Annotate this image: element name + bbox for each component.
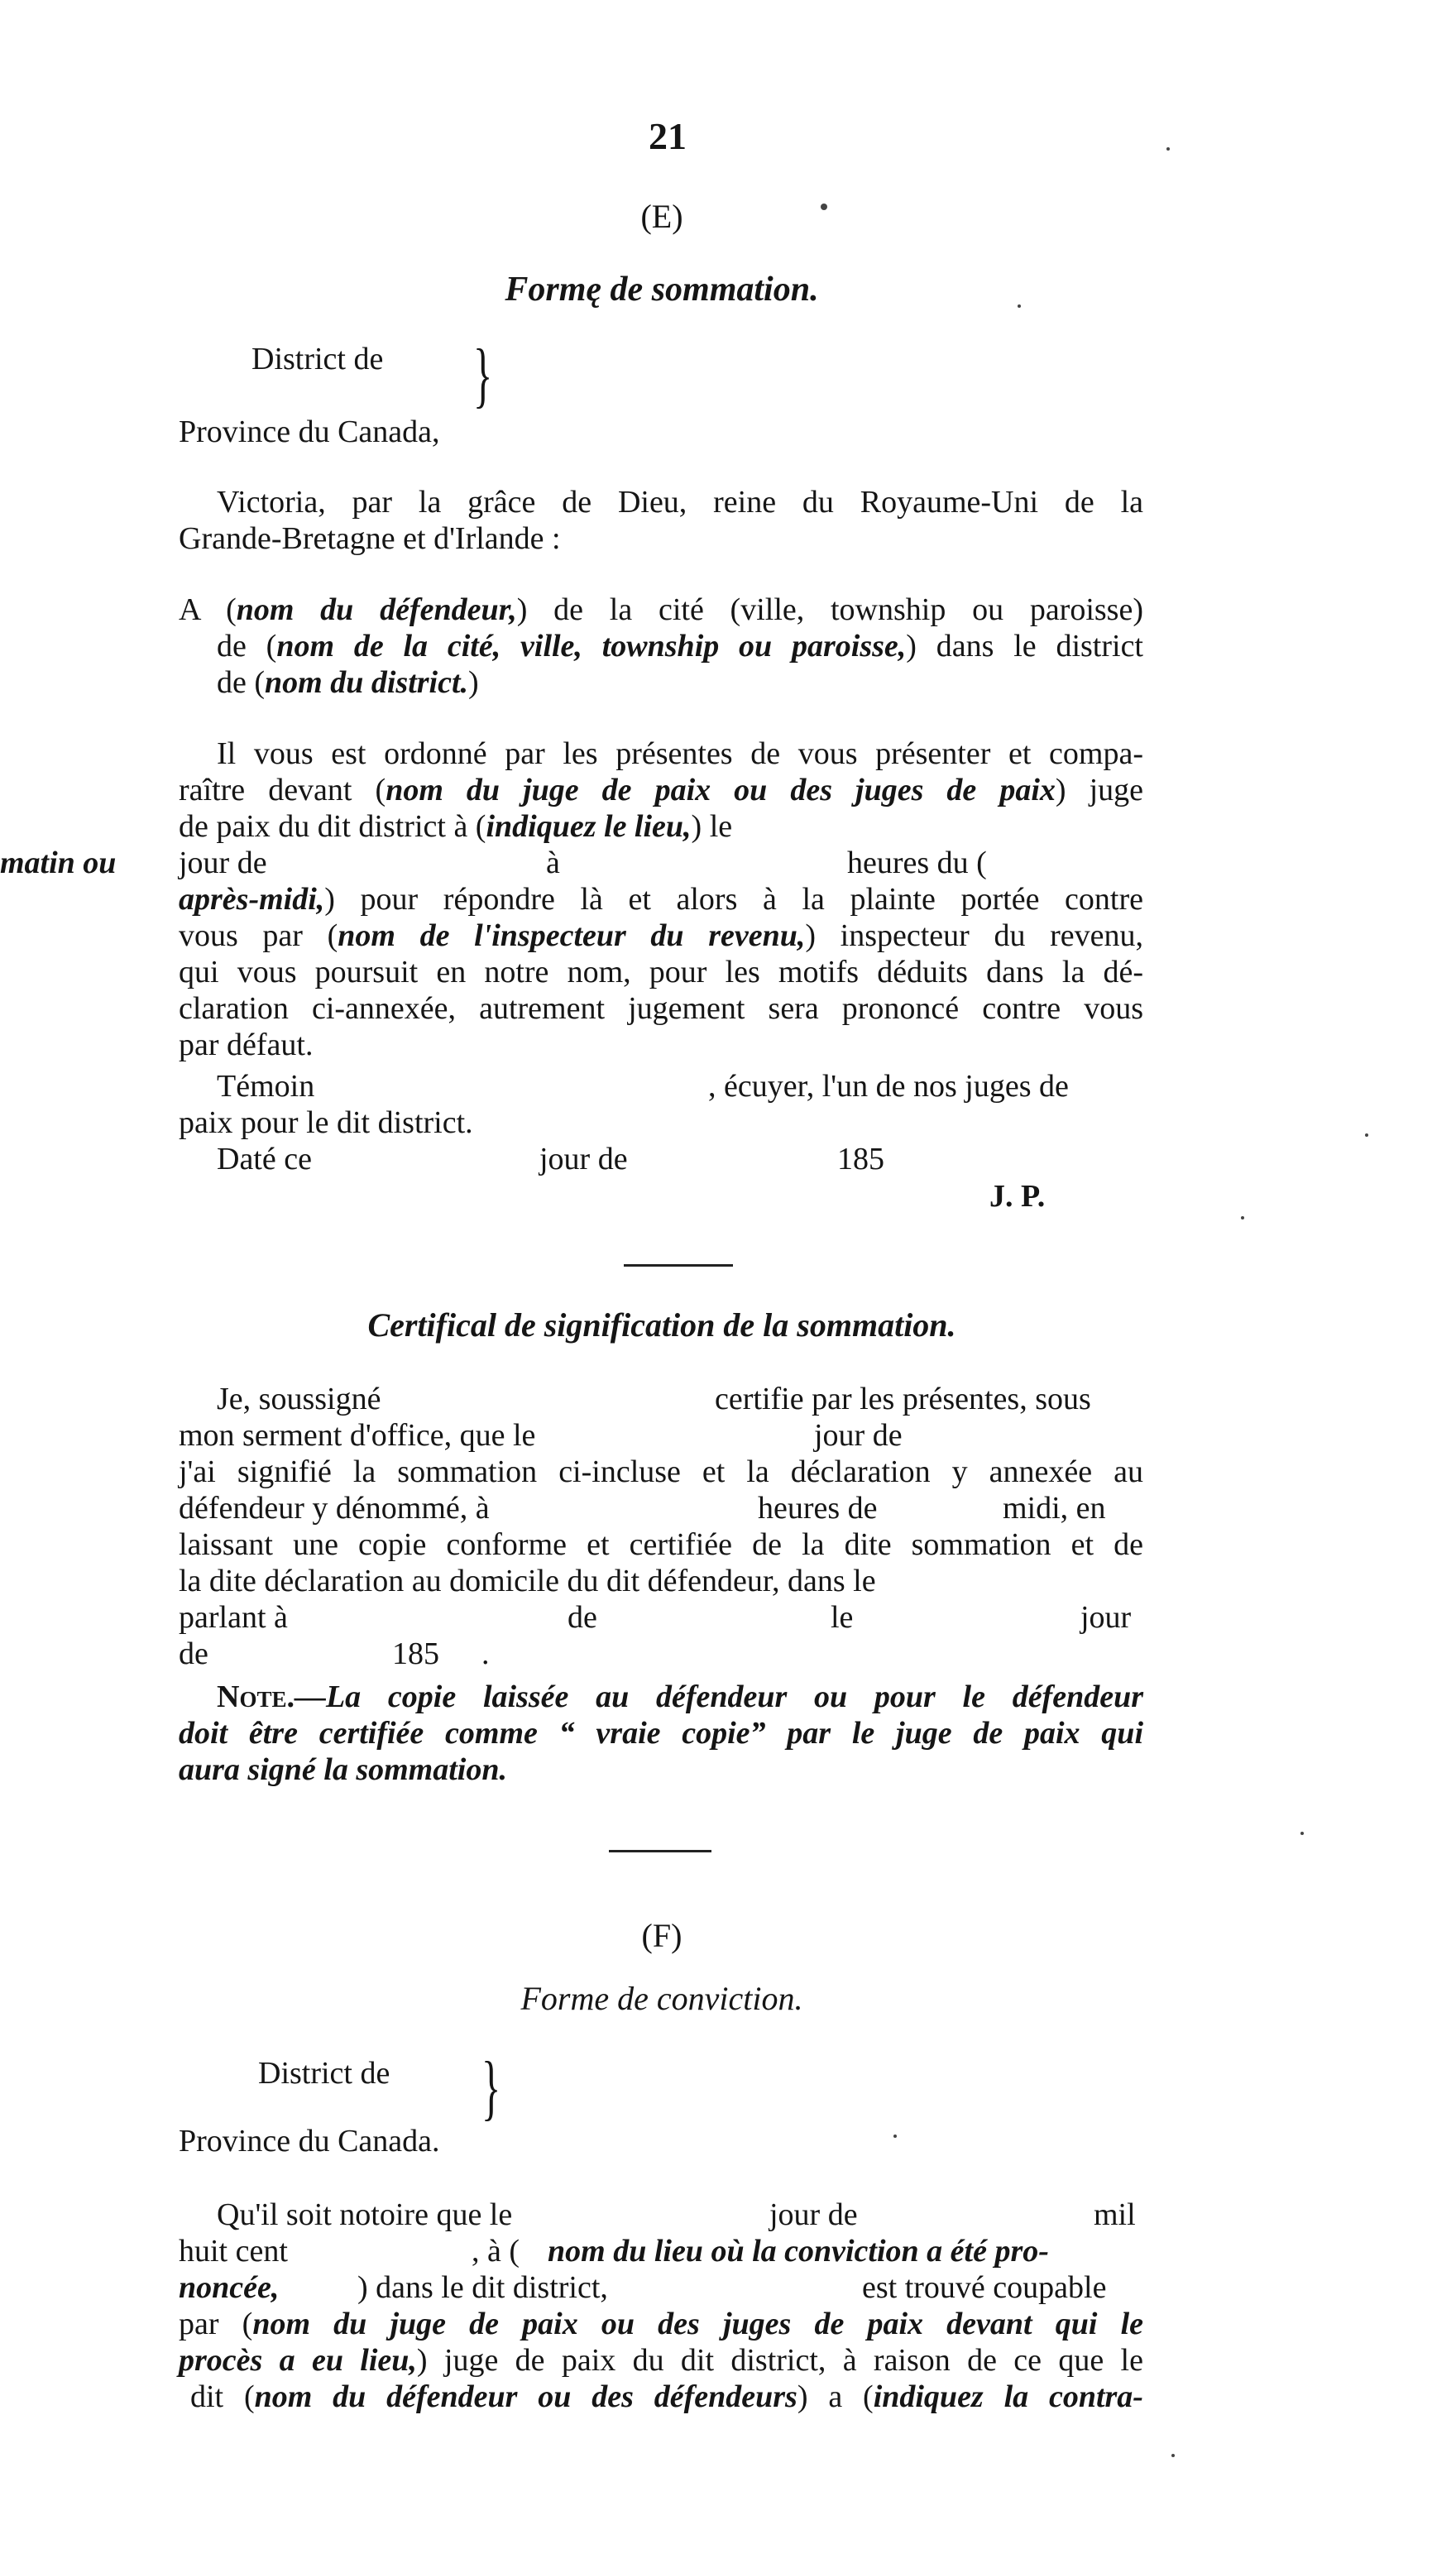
f-line-6-segment-1: dit ( bbox=[190, 2379, 255, 2414]
f-line-6 bbox=[190, 2379, 1143, 2414]
f-line-3-part-2: ) dans le dit district, bbox=[357, 2270, 608, 2305]
c-line-4-part-2: heures de bbox=[758, 1491, 878, 1526]
c-line-7-part-2: de bbox=[568, 1600, 597, 1635]
c-line-5 bbox=[179, 1527, 1143, 1562]
e-line-17-part-1: Daté ce bbox=[217, 1142, 312, 1176]
e-line-6 bbox=[217, 736, 1143, 771]
e-line-11-segment-1: vous par ( bbox=[179, 918, 338, 953]
c-line-1-part-2: certifie par les présentes, sous bbox=[715, 1382, 1091, 1416]
f-line-3-part-1: noncée, bbox=[179, 2270, 280, 2305]
e-line-16-segment-1: paix pour le dit district. bbox=[179, 1105, 473, 1140]
divider-1 bbox=[624, 1264, 733, 1267]
c-line-3-segment-1: j'ai signifié la sommation ci-incluse et la déclaration y annexée au bbox=[179, 1454, 1143, 1489]
e-line-3-segment-2: nom du défendeur, bbox=[236, 592, 517, 627]
note-text-1: —La copie laissée au défendeur ou pour le défendeur bbox=[294, 1679, 1143, 1714]
e-line-4-segment-2: nom de la cité, ville, township ou paroisse, bbox=[276, 629, 907, 664]
f-line-4 bbox=[179, 2307, 1143, 2341]
e-line-16 bbox=[179, 1105, 1143, 1140]
e-line-3-segment-1: A ( bbox=[179, 592, 237, 627]
e-line-10-segment-1: après-midi, bbox=[179, 882, 325, 917]
e-line-12-segment-1: qui vous poursuit en notre nom, pour les motifs déduits dans la dé- bbox=[179, 955, 1143, 989]
e-line-8-segment-2: indiquez le lieu, bbox=[486, 809, 692, 844]
section-e-brace: } bbox=[473, 335, 493, 415]
f-line-6-segment-4: indiquez la contra- bbox=[873, 2379, 1143, 2414]
e-line-5-segment-2: nom du district. bbox=[265, 665, 469, 700]
e-line-3-segment-3: ) de la cité (ville, township ou paroisse) bbox=[516, 592, 1143, 627]
e-line-9-part-2: à bbox=[546, 846, 560, 880]
c-line-6-segment-1: la dite déclaration au domicile du dit défendeur, dans le bbox=[179, 1564, 876, 1598]
e-line-4-segment-3: ) dans le district bbox=[906, 629, 1143, 664]
scan-speck bbox=[1171, 2454, 1175, 2457]
scan-speck bbox=[1365, 1133, 1368, 1137]
scan-speck bbox=[1241, 1216, 1244, 1219]
c-line-2-part-1: mon serment d'office, que le bbox=[179, 1418, 536, 1453]
f-line-6-segment-3: ) a ( bbox=[797, 2379, 874, 2414]
f-line-5 bbox=[179, 2343, 1143, 2378]
e-line-17-part-2: jour de bbox=[539, 1142, 628, 1176]
c-line-7-part-4: jour bbox=[1080, 1600, 1132, 1635]
scan-speck bbox=[1018, 304, 1021, 308]
f-line-2-part-2: , à ( bbox=[472, 2234, 520, 2269]
c-line-2-part-2: jour de bbox=[814, 1418, 903, 1453]
section-e-district-label: District de bbox=[251, 342, 384, 376]
e-line-8-segment-1: de paix du dit district à ( bbox=[179, 809, 486, 844]
e-line-10 bbox=[179, 882, 1143, 917]
f-line-4-segment-2: nom du juge de paix ou des juges de paix devant qui le bbox=[252, 2307, 1143, 2341]
e-line-5-segment-1: de ( bbox=[217, 665, 266, 700]
section-f-letter: (F) bbox=[641, 1917, 682, 1954]
e-line-17-part-3: 185 bbox=[837, 1142, 884, 1176]
e-line-3 bbox=[179, 592, 1143, 627]
note-line-2: doit être certifiée comme “ vraie copie” par le juge de paix qui bbox=[179, 1716, 1143, 1751]
e-line-11-segment-3: ) inspecteur du revenu, bbox=[805, 918, 1144, 953]
section-e-province-label: Province du Canada, bbox=[179, 414, 440, 449]
e-line-1 bbox=[217, 485, 1143, 520]
signature-jp: J. P. bbox=[989, 1179, 1046, 1214]
section-f-district-label: District de bbox=[258, 2056, 390, 2091]
c-line-8-part-2: 185 bbox=[392, 1636, 439, 1671]
section-e-letter: (E) bbox=[640, 198, 683, 235]
c-line-5-segment-1: laissant une copie conforme et certifiée de la dite sommation et de bbox=[179, 1527, 1143, 1562]
e-line-7-segment-2: nom du juge de paix ou des juges de paix bbox=[386, 773, 1056, 807]
e-line-8-segment-3: ) le bbox=[691, 809, 733, 844]
e-line-9-part-3: heures du ( bbox=[847, 846, 987, 880]
section-e-title: Formę de sommation. bbox=[505, 271, 819, 309]
f-line-3-part-3: est trouvé coupable bbox=[862, 2270, 1107, 2305]
e-line-13 bbox=[179, 991, 1143, 1026]
f-line-2-part-1: huit cent bbox=[179, 2234, 288, 2269]
e-line-15-part-1: Témoin bbox=[217, 1069, 315, 1104]
e-line-2-segment-1: Grande-Bretagne et d'Irlande : bbox=[179, 521, 561, 556]
note-line-1 bbox=[217, 1679, 1143, 1714]
e-line-4 bbox=[217, 629, 1143, 664]
c-line-3 bbox=[179, 1454, 1143, 1489]
e-line-5-segment-3: ) bbox=[468, 665, 479, 700]
certificate-title: Certifical de signification de la sommation. bbox=[367, 1306, 956, 1344]
e-line-4-segment-1: de ( bbox=[217, 629, 277, 664]
f-line-4-segment-1: par ( bbox=[179, 2307, 253, 2341]
scan-speck bbox=[893, 2135, 897, 2138]
c-line-4-part-3: midi, en bbox=[1003, 1491, 1106, 1526]
section-f-province-label: Province du Canada. bbox=[179, 2124, 440, 2159]
c-line-1-part-1: Je, soussigné bbox=[217, 1382, 381, 1416]
e-line-15-part-2: , écuyer, l'un de nos juges de bbox=[708, 1069, 1069, 1104]
page-number: 21 bbox=[649, 115, 687, 157]
e-line-6-segment-1: Il vous est ordonné par les présentes de vous présenter et compa- bbox=[217, 736, 1143, 771]
scan-speck bbox=[1166, 147, 1170, 151]
e-line-2 bbox=[179, 521, 1143, 556]
f-line-6-segment-2: nom du défendeur ou des défendeurs bbox=[254, 2379, 797, 2414]
f-line-1-part-2: jour de bbox=[769, 2197, 858, 2232]
e-line-7-segment-3: ) juge bbox=[1055, 773, 1144, 807]
section-f-brace: } bbox=[481, 2048, 501, 2128]
e-line-8 bbox=[179, 809, 1143, 844]
e-line-13-segment-1: claration ci-annexée, autrement jugement sera prononcé contre vous bbox=[179, 991, 1143, 1026]
scan-speck bbox=[821, 204, 827, 210]
divider-2 bbox=[609, 1850, 711, 1852]
c-line-7-part-1: parlant à bbox=[179, 1600, 288, 1635]
f-line-1-part-3: mil bbox=[1094, 2197, 1136, 2232]
e-line-7-segment-1: raître devant ( bbox=[179, 773, 386, 807]
e-line-14 bbox=[179, 1028, 1143, 1062]
scan-speck bbox=[1300, 1832, 1304, 1835]
e-line-7 bbox=[179, 773, 1143, 807]
e-line-9-part-4: matin ou bbox=[0, 846, 117, 880]
e-line-11 bbox=[179, 918, 1143, 953]
c-line-8-part-1: de bbox=[179, 1636, 208, 1671]
c-line-7-part-3: le bbox=[831, 1600, 854, 1635]
e-line-9-part-1: jour de bbox=[179, 846, 267, 880]
f-line-2-part-3: nom du lieu où la conviction a été pro- bbox=[548, 2234, 1049, 2269]
e-line-1-segment-1: Victoria, par la grâce de Dieu, reine du Royaume-Uni de la bbox=[217, 485, 1143, 520]
c-line-4-part-1: défendeur y dénommé, à bbox=[179, 1491, 490, 1526]
e-line-11-segment-2: nom de l'inspecteur du revenu, bbox=[338, 918, 806, 953]
e-line-14-segment-1: par défaut. bbox=[179, 1028, 314, 1062]
note-label: Note. bbox=[217, 1679, 295, 1714]
e-line-12 bbox=[179, 955, 1143, 989]
e-line-10-segment-2: ) pour répondre là et alors à la plainte portée contre bbox=[324, 882, 1143, 917]
f-line-5-segment-1: procès a eu lieu, bbox=[179, 2343, 417, 2378]
c-line-6 bbox=[179, 1564, 1143, 1598]
section-f-title: Forme de conviction. bbox=[520, 1980, 803, 2017]
f-line-1-part-1: Qu'il soit notoire que le bbox=[217, 2197, 513, 2232]
e-line-5 bbox=[217, 665, 1143, 700]
f-line-5-segment-2: ) juge de paix du dit district, à raison de ce que le bbox=[416, 2343, 1143, 2378]
c-line-8-part-3: . bbox=[481, 1636, 490, 1671]
note-line-3: aura signé la sommation. bbox=[179, 1752, 507, 1787]
